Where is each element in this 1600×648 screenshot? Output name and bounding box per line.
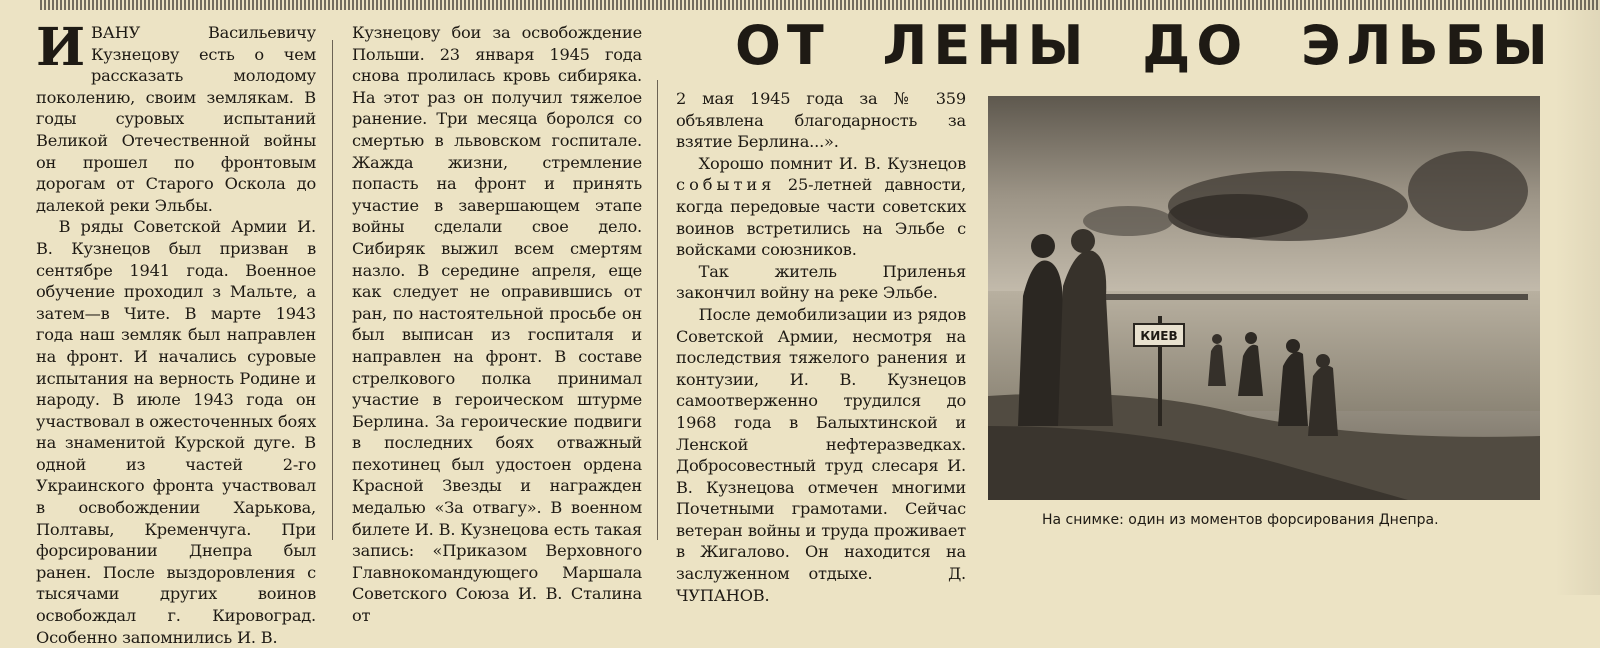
paragraph-order: 2 мая 1945 года за № 359 объявлена благодарность за взятие Берлина...».: [676, 89, 966, 152]
photo-sign-text: КИЕВ: [1140, 329, 1178, 343]
article-headline: ОТ ЛЕНЫ ДО ЭЛЬБЫ: [735, 14, 1554, 77]
drop-cap: И: [36, 17, 85, 78]
postwar-text: После демобилизации из рядов Советской Армии, несмотря на последствия тяжелого ранения и контузии, И. В. Кузнецов самоотверженно трудился до 1968 года в Балыхтинской и Ленской нефтеразведках. Добросовестный труд слесаря И. В. Кузнецова отмечен многими Почетными грамотами. Сейчас ветеран войны и труда проживает в Жигалово. Он находится на заслуженном отдыхе.: [676, 304, 966, 584]
article-photo: [988, 96, 1540, 500]
paragraph-war-end: Так житель Приленья закончил войну на реке Эльбе.: [676, 261, 966, 303]
column-divider-2: [657, 80, 658, 540]
paragraph-intro: [36, 17, 316, 216]
article-column-1: [36, 17, 316, 648]
column-divider-1: [332, 40, 333, 540]
paragraph-elbe-meeting: [676, 153, 966, 261]
intro-text: ВАНУ Васильевичу Кузнецову есть о чем рассказать молодому поколению, своим землякам. В годы суровых испытаний Великой Отечественной войны он прошел по фронтовым дорогам от Старого Оскола до далекой реки Эльбы.: [36, 23, 316, 215]
article-column-2: [352, 22, 642, 627]
text-part: Хорошо помнит И. В. Кузнецов: [698, 153, 966, 173]
photo-caption: На снимке: один из моментов форсирования Днепра.: [1042, 512, 1439, 528]
author-signature: Д. ЧУПАНОВ.: [676, 564, 966, 605]
spaced-word: события: [676, 175, 776, 195]
top-border-strip: [40, 0, 1600, 10]
text-part: 25-летней давности, когда передовые части советских воинов встретились на Эльбе с войсками союзников.: [676, 175, 966, 260]
photo-dnieper-crossing: [988, 96, 1540, 500]
article-column-3: [676, 88, 966, 606]
paragraph-postwar: [676, 304, 966, 606]
page-edge-shadow: [1555, 0, 1600, 595]
paragraph-service: В ряды Советской Армии И. В. Кузнецов был призван в сентябре 1941 года. Военное обучение проходил з Мальте, а затем—в Чите. В марте 1943 года наш земляк был направлен на фронт. И начались суровые испытания на верность Родине и народу. В июле 1943 года он участвовал в ожесточенных боях на знаменитой Курской дуге. В одной из частей 2-го Украинского фронта участвовал в освобождении Харькова, Полтавы, Кременчуга. При форсировании Днепра был ранен. После выздоровления с тысячами других воинов освобождал г. Кировоград. Особенно запомнились И. В.: [36, 217, 316, 647]
paragraph-poland: Кузнецову бои за освобождение Польши. 23 января 1945 года снова пролилась кровь сибиряка. На этот раз он получил тяжелое ранение. Три месяца боролся со смертью в львовском госпитале. Жажда жизни, стремление попасть на фронт и принять участие в завершающем этапе войны сделали свое дело. Сибиряк выжил всем смертям назло. В середине апреля, еще как следует не оправившись от ран, по настоятельной просьбе он был выписан из госпиталя и направлен на фронт. В составе стрелкового полка принимал участие в героическом штурме Берлина. За героические подвиги в последних боях отважный пехотинец был удостоен ордена Красной Звезды и награжден медалью «За отвагу». В военном билете И. В. Кузнецова есть такая запись: «Приказом Верховного Главнокомандующего Маршала Советского Союза И. В. Сталина от: [352, 23, 642, 626]
